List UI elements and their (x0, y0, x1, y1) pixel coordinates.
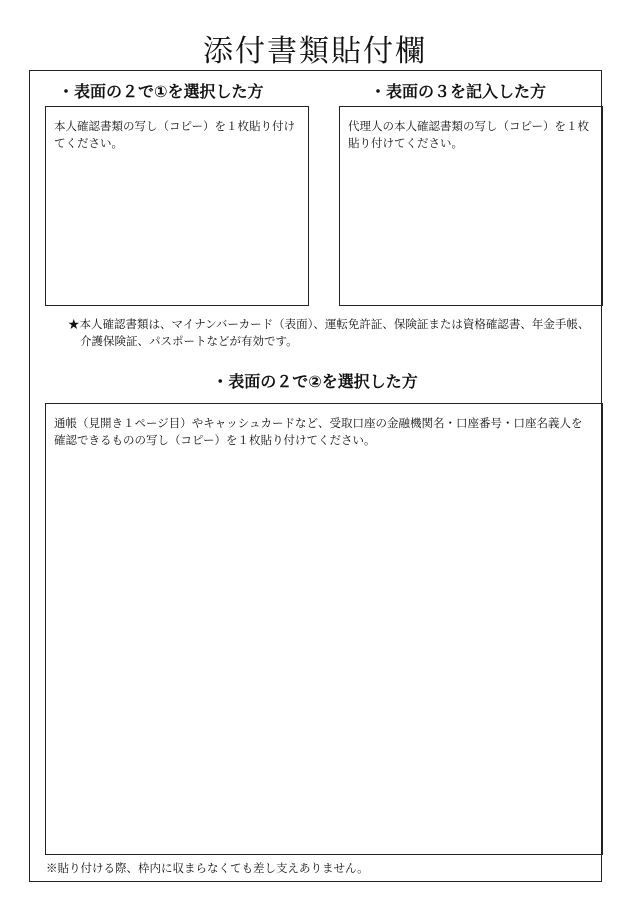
page-title: 添付書類貼付欄 (203, 34, 427, 69)
paste-instruction-agent-id-document: 代理人の本人確認書類の写し（コピー）を１枚貼り付けてください。 (348, 119, 590, 150)
paste-area-id-document (45, 106, 309, 306)
paste-area-bank-account (45, 403, 603, 855)
section-heading-option1: ・表面の２で①を選択した方 (58, 82, 264, 101)
section-heading-option3: ・表面の３を記入した方 (370, 82, 547, 101)
paste-instruction-bank-account: 通帳（見開き１ページ目）やキャッシュカードなど、受取口座の金融機関名・口座番号・口座名義人を確認できるものの写し（コピー）を１枚貼り付けてください。 (54, 416, 583, 447)
paste-area-agent-id-document (339, 106, 603, 306)
footer-note: ※貼り付ける際、枠内に収まらなくても差し支えありません。 (46, 861, 369, 875)
id-documents-note: ★本人確認書類は、マイナンバーカード（表面）、運転免許証、保険証または資格確認書、年金手帳、介護保険証、パスポートなどが有効です。 (68, 317, 590, 348)
section-heading-option2: ・表面の２で②を選択した方 (212, 372, 418, 391)
paste-instruction-id-document: 本人確認書類の写し（コピー）を１枚貼り付けてください。 (54, 119, 296, 150)
